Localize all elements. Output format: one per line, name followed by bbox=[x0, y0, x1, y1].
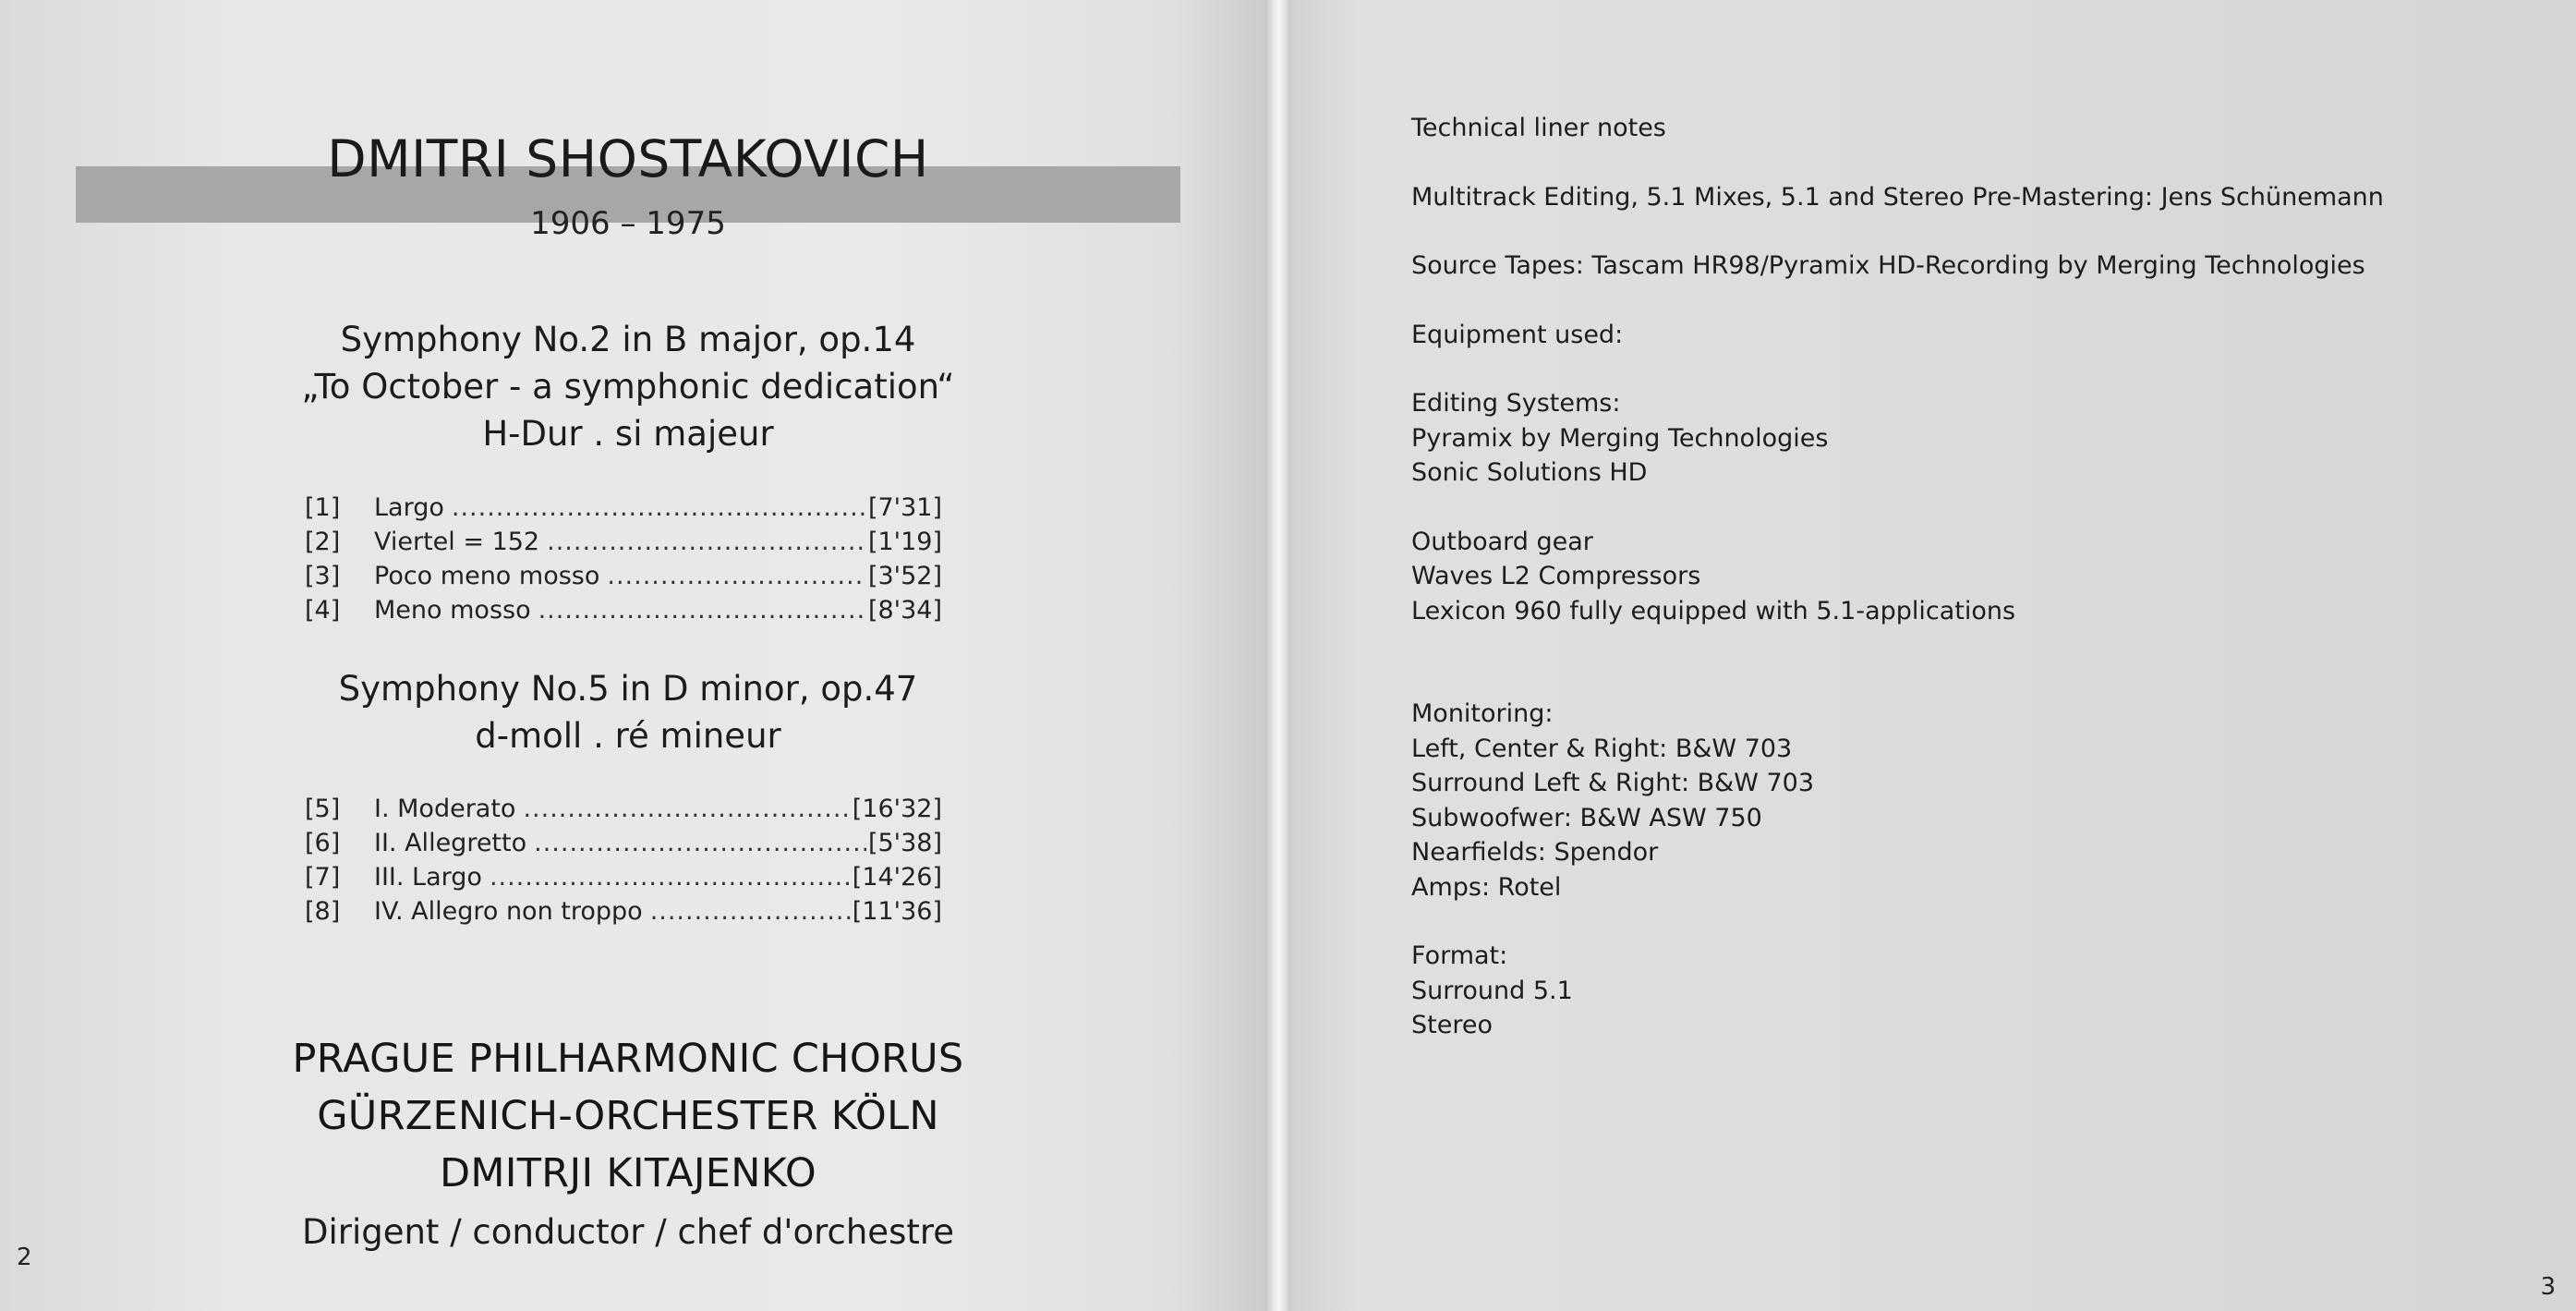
monitoring-heading: Monitoring: bbox=[1411, 699, 1554, 728]
track-title: II. Allegretto bbox=[374, 829, 527, 857]
list-item: Subwoofwer: B&W ASW 750 bbox=[1411, 803, 1762, 832]
track-duration: [5'38] bbox=[867, 829, 942, 857]
list-item: Lexicon 960 fully equipped with 5.1-applications bbox=[1411, 596, 2016, 625]
left-page bbox=[0, 0, 1273, 1311]
dot-leader bbox=[538, 596, 866, 625]
technical-notes bbox=[1411, 111, 2520, 1043]
track-number: [6] bbox=[305, 829, 341, 857]
track-number: [3] bbox=[305, 562, 341, 590]
book-spine-fold bbox=[1265, 0, 1291, 1311]
track-number: [2] bbox=[305, 528, 341, 556]
list-item: Stereo bbox=[1411, 1011, 1493, 1039]
track-number: [1] bbox=[305, 493, 341, 522]
track-title: Viertel = 152 bbox=[374, 528, 540, 556]
dot-leader bbox=[547, 528, 866, 556]
composer-name: DMITRI SHOSTAKOVICH bbox=[327, 129, 929, 188]
track-duration: [11'36] bbox=[852, 897, 942, 926]
dot-leader bbox=[523, 795, 850, 823]
track-number: [4] bbox=[305, 596, 341, 625]
symphony-2-key-line: H-Dur . si majeur bbox=[482, 414, 774, 454]
dot-leader bbox=[452, 493, 866, 522]
track-title: Meno mosso bbox=[374, 596, 531, 625]
track-row bbox=[305, 897, 942, 931]
track-title: I. Moderato bbox=[374, 795, 516, 823]
conductor-role: Dirigent / conductor / chef d'orchestre bbox=[301, 1212, 955, 1252]
symphony-2-tracklist bbox=[305, 493, 942, 630]
track-duration: [16'32] bbox=[852, 795, 942, 823]
list-item: Left, Center & Right: B&W 703 bbox=[1411, 734, 1793, 763]
symphony-2-title bbox=[0, 316, 1256, 457]
track-duration: [7'31] bbox=[867, 493, 942, 522]
performers-block bbox=[0, 1030, 1256, 1259]
track-title: IV. Allegro non troppo bbox=[374, 897, 643, 926]
conductor-name: DMITRJI KITAJENKO bbox=[439, 1150, 817, 1196]
track-title: Poco meno mosso bbox=[374, 562, 600, 590]
track-number: [7] bbox=[305, 863, 341, 892]
list-item: Surround 5.1 bbox=[1411, 976, 1573, 1005]
track-duration: [14'26] bbox=[852, 863, 942, 892]
list-item: Sonic Solutions HD bbox=[1411, 458, 1648, 487]
track-duration: [3'52] bbox=[867, 562, 942, 590]
track-row bbox=[305, 562, 942, 596]
track-row bbox=[305, 596, 942, 630]
editing-credit: Multitrack Editing, 5.1 Mixes, 5.1 and Stereo Pre-Mastering: Jens Schünemann bbox=[1411, 182, 2384, 212]
equipment-heading: Equipment used: bbox=[1411, 320, 1624, 349]
outboard-gear-heading: Outboard gear bbox=[1411, 527, 1593, 556]
list-item: Waves L2 Compressors bbox=[1411, 562, 1701, 590]
track-number: [5] bbox=[305, 795, 341, 823]
notes-heading: Technical liner notes bbox=[1411, 114, 1666, 142]
page-number: 3 bbox=[2540, 1273, 2556, 1301]
dot-leader bbox=[607, 562, 866, 590]
symphony-5-key-line: d-moll . ré mineur bbox=[475, 716, 781, 756]
track-title: III. Largo bbox=[374, 863, 482, 892]
right-page bbox=[1284, 0, 2576, 1311]
chorus-name: PRAGUE PHILHARMONIC CHORUS bbox=[292, 1036, 964, 1082]
symphony-5-title bbox=[0, 665, 1256, 759]
list-item: Nearfields: Spendor bbox=[1411, 838, 1659, 867]
list-item: Pyramix by Merging Technologies bbox=[1411, 423, 1829, 453]
track-duration: [1'19] bbox=[867, 528, 942, 556]
track-row bbox=[305, 493, 942, 528]
track-row bbox=[305, 863, 942, 897]
symphony-5-tracklist bbox=[305, 795, 942, 931]
dot-leader bbox=[650, 897, 851, 926]
track-duration: [8'34] bbox=[867, 596, 942, 625]
dot-leader bbox=[490, 863, 851, 892]
editing-systems-heading: Editing Systems: bbox=[1411, 389, 1621, 418]
format-heading: Format: bbox=[1411, 941, 1508, 970]
composer-years: 1906 – 1975 bbox=[530, 205, 726, 242]
symphony-2-title-line: Symphony No.2 in B major, op.14 bbox=[340, 320, 916, 359]
track-row bbox=[305, 528, 942, 562]
page-number: 2 bbox=[17, 1244, 32, 1271]
list-item: Surround Left & Right: B&W 703 bbox=[1411, 769, 1815, 797]
symphony-2-subtitle-line: „To October - a symphonic dedication“ bbox=[301, 367, 955, 407]
dot-leader bbox=[534, 829, 866, 857]
source-tapes: Source Tapes: Tascam HR98/Pyramix HD-Recording by Merging Technologies bbox=[1411, 251, 2365, 280]
track-title: Largo bbox=[374, 493, 444, 522]
track-row bbox=[305, 795, 942, 829]
symphony-5-title-line: Symphony No.5 in D minor, op.47 bbox=[338, 669, 918, 709]
track-number: [8] bbox=[305, 897, 341, 926]
list-item: Amps: Rotel bbox=[1411, 872, 1562, 902]
track-row bbox=[305, 829, 942, 863]
orchestra-name: GÜRZENICH-ORCHESTER KÖLN bbox=[317, 1093, 939, 1139]
